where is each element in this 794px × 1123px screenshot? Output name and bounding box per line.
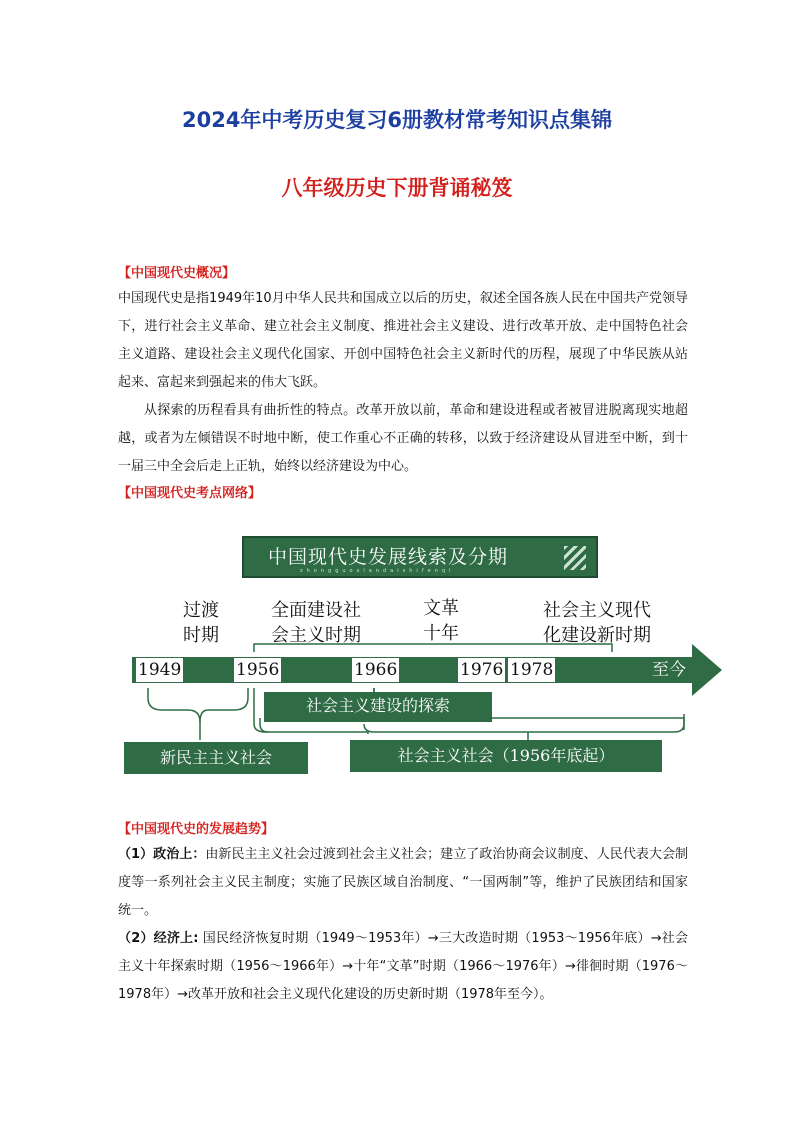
exploration-box: 社会主义建设的探索 (264, 692, 492, 722)
top-bracket-middle (254, 644, 612, 652)
period-label-line: 化建设新时期 (543, 625, 651, 646)
banner-title: 中国现代史发展线索及分期 (268, 546, 509, 568)
document-subtitle: 八年级历史下册背诵秘笈 (281, 176, 513, 200)
politics-text: 由新民主主义社会过渡到社会主义社会；建立了政治协商会议制度、人民代表大会制度等一系列社会主义民主制度；实施了民族区域自治制度、“一国两制”等，维护了民族团结和国家统一。 (118, 847, 688, 918)
timeline-diagram (118, 528, 728, 788)
overview-heading: 【中国现代史概况】 (118, 266, 236, 281)
network-heading: 【中国现代史考点网络】 (118, 486, 262, 501)
period-label-line: 全面建设社 (271, 600, 361, 621)
new-democracy-box: 新民主主义社会 (124, 742, 308, 774)
year-1949: 1949 (138, 660, 182, 680)
year-1978: 1978 (510, 660, 554, 680)
year-1966: 1966 (354, 660, 398, 680)
end-label: 至今 (652, 660, 686, 680)
economy-label: （2）经济上: (118, 931, 199, 946)
period-label-line: 文革 (423, 598, 459, 619)
period-label-line: 会主义时期 (271, 625, 361, 646)
period-label-line: 过渡 (183, 600, 219, 621)
year-1956: 1956 (236, 660, 280, 680)
socialist-society-box: 社会主义社会（1956年底起） (350, 740, 662, 772)
period-label-line: 社会主义现代 (543, 600, 651, 621)
left-bracket-a (148, 688, 200, 740)
trend-politics (118, 841, 688, 925)
left-bracket-b (200, 688, 248, 722)
document-title: 2024年中考历史复习6册教材常考知识点集锦 (181, 108, 613, 132)
period-label-line: 时期 (183, 625, 219, 646)
economy-text: 国民经济恢复时期（1949～1953年）→三大改造时期（1953～1956年底）→社会主义十年探索时期（1956～1966年）→十年“文革”时期（1966～1976年）→徘徊时期（1976～1978年）→改革开放和社会主义现代化建设的历史新时期（1978年至今）。 (118, 931, 688, 1002)
banner-pinyin: zhongguoxiandaishifenqi (300, 568, 455, 574)
trend-economy (118, 925, 688, 1009)
overview-paragraph-1: 中国现代史是指1949年10月中华人民共和国成立以后的历史，叙述全国各族人民在中国共产党领导下，进行社会主义革命、建立社会主义制度、推进社会主义建设、进行改革开放、走中国特色社会主义道路、建设社会主义现代化国家、开创中国特色社会主义新时代的历程，展现了中华民族从站起来、富起来到强起来的伟大飞跃。 (118, 291, 688, 390)
politics-label: （1）政治上： (118, 847, 206, 862)
trend-heading: 【中国现代史的发展趋势】 (118, 822, 275, 837)
overview-paragraph-2: 从探索的历程看具有曲折性的特点。改革开放以前，革命和建设进程或者被冒进脱离现实地超越，或者为左倾错误不时地中断，使工作重心不正确的转移，以致于经济建设从冒进至中断，到十一届三中全会后走上正轨，始终以经济建设为中心。 (118, 403, 688, 474)
year-1976: 1976 (460, 660, 504, 680)
period-label-line: 十年 (423, 623, 459, 644)
